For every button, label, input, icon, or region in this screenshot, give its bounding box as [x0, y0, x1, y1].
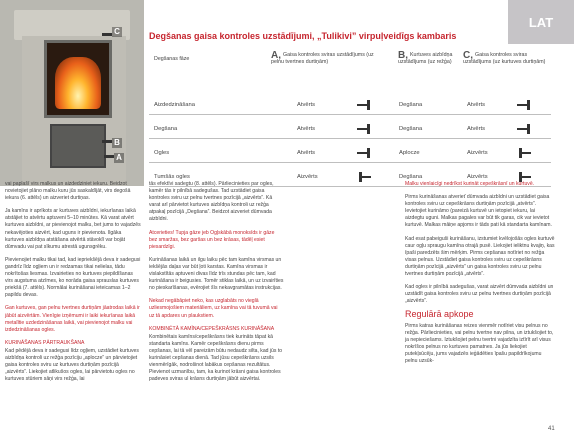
header-letter-c: C, — [463, 50, 473, 61]
paragraph: tās efektīvi sadegtu (8. attēls). Pārliecinieties par ogles, kamēr tās ir pilnībā sadegušas. Tad uzstādiet gaisa kontroles sviru uz pelnu tvertnes pozīcijā „aizvērts”. Kā varat arī pārvietot kurtuves aizbīdņa kontroli uz režģa atpakaļ pozīcijā „Degšana”. Beidzot aizveriet dūmvada aizbīdni. — [149, 181, 274, 223]
paragraph: Kad esat pabeiguši kurināšanu, izstumiet kvēlojošās ogles kurtuvē caur ogļu spraugu kamīna otrajā pusē. Liekojiet ieliktnu kvajiņ, kas īpaši paredzēts šim mērķim. Pirms cepšanas notīriet no režģa visas pelnus. Uzstādiet gaisa kontroles sviru uz cepeškrāsns durtiņām pozīcijā „aizvērts” un gaisa kontroles sviru uz pelnu tvertnes durtiņām pozīcijā „atvērts”. — [405, 235, 555, 278]
row-c-value: Aizvērts — [467, 150, 488, 156]
page-number: 41 — [548, 426, 555, 432]
table-header-c — [463, 52, 553, 66]
photo-marker-c: C — [112, 27, 122, 37]
row-a-value: Aizvērts — [297, 174, 318, 180]
warning-paragraph: Malku vienlaicīgi nedrīkst kurināt cepeškrāsnī un kurtuvē. — [405, 181, 535, 187]
header-text-a: Gaisa kontroles sviras uzstādījums (uz pelnu tvertnes durtiņām) — [271, 52, 374, 65]
lever-closed-icon — [517, 147, 532, 159]
lever-open-icon — [357, 147, 372, 159]
page-title: Degšanas gaisa kontroles uzstādījumi, „Tulikivi” virpuļveidīgs kambaris — [149, 31, 457, 41]
section-heading: Regulārā apkope — [405, 309, 474, 320]
paragraph: Ja kamīns ir aprīkots ar kurtuves aizbīdni, iekurīanas laikā atstājiet to atvērtu aptuveni 5–10 minūtes. Kā varat atvērt kurtuves aizbīdni, ar pievienojot malku, bet jums to vajadzēs nekavējoties aizvērt, kad uguns ir pievienota. Ilgāka kurtuves aizbīdņa atstāšana atvērtā stāvoklī var bojāt dūmvadu vai pat sīkumu atrestā ugunsgrēku. — [5, 208, 141, 250]
table-row — [149, 144, 551, 163]
row-a-value: Atvērts — [297, 102, 316, 108]
text-column-3 — [405, 181, 555, 371]
firebox-door — [44, 40, 112, 118]
lever-open-icon — [517, 123, 532, 135]
paragraph: Pievienojiet malku tikai tad, kad iepriekšējā deva ir sadegusi gandrīz līdz ogļiem un ir redzamas tikai nelielas, tādu nokrītošas liesmas. Izvairieties no kurtuves piepildīšanas virs augstuma atzīmes, ko norāda gaisa sprauslas kurtuves priekšā (7. attēls). Normālai kurināšanai ieteicamas 1–2 papildu devas. — [5, 256, 141, 299]
lever-closed-icon — [357, 171, 372, 183]
row-c-value: Atvērts — [467, 102, 486, 108]
paragraph: vai paplašī virs malkus un aizdedziniet iekuru. Beidzot novietojiet plāno malku kuru jūs saskaldījāt, virs degošā iekura (6. attēls) un aizveriet durtiņas. — [5, 181, 131, 202]
row-b-value: Aplocze — [399, 150, 420, 156]
row-c-value: Atvērts — [467, 126, 486, 132]
fire-flame — [55, 57, 101, 109]
language-badge: LAT — [508, 0, 574, 44]
row-b-value: Degšana — [399, 174, 423, 180]
row-b-value: Degšana — [399, 126, 423, 132]
fireplace-photo — [0, 0, 144, 186]
lever-open-icon — [357, 99, 372, 111]
row-phase: Tumšās ogles — [154, 174, 190, 180]
row-b-value: Degšana — [399, 102, 423, 108]
table-header-a — [271, 52, 381, 66]
table-row — [149, 120, 551, 139]
warning-paragraph: Atcerieties! Tupja gāze jeb Ogļskābā monoksīds ir gāze bez smaržas, bez garšas un bez krāsas, tādēļ esiet piesardzīgi. — [149, 229, 275, 250]
table-header-phase: Degšanas fāze — [154, 56, 190, 62]
row-phase: Ogles — [154, 150, 170, 156]
paragraph: Kad ogles ir pilnībā sadegušas, varat aizvērt dūmvada aizbīdni un uzstādīt gaisa kontroles sviru uz pelnu tvertnes durtiņām pozīcijā „aizvērts”. — [405, 284, 554, 305]
paragraph: Kurināšanas laikā un ilgu laiku pēc tam kamīna virsmas un iekšējās daļas var būt ļoti karstas. Kamīna virsmas ir vislakstītās aptuveni divas līdz trīs stundas pēc tam, kad kurināšana ir beigusies. Tomēr stiklas laikā, un uz izvairīties no pieskarīšanas, evērojiet šīs nekavgramātas instrukcijas. — [149, 256, 284, 292]
table-header-b — [398, 52, 460, 66]
row-a-value: Atvērts — [297, 150, 316, 156]
table-row — [149, 96, 551, 115]
lever-a-icon — [104, 155, 114, 158]
photo-marker-b: B — [112, 138, 122, 148]
paragraph: Pirms kurināšanas atverieť dūmvada aizbīdni un uzstādiet gaisa kontroles sviru uz cepeškrāsns durtiņām pozīcijā „atvērts”. Ievietojiet kurināmo (pareizā kurtuvē un ietopiet iekuru, lai aizdegtu uguni. Malkas pagales var būt tik garas, cik var ievietot kurtuvē. Malkas māiņe apjoms ir tāds pati kā standarta kamīnam. — [405, 194, 552, 229]
row-c-value: Aizvērts — [467, 174, 488, 180]
paragraph: Kombinētais kamīns/cepeškrāsns tiek kurināts tāpat kā standarta kamīns. Kamēr cepeškrāsns dienu pirms cepšanas, lai tā vēl pareizām būtu nedaudz silta, kad jūs to kurināsiet cepšanas dienā. Tad jūsu cepeškrāsns uzsils vienmērīgāk, nodrošinot labākus cepšanas rezultātus. Pievienot uzmanību, tam, ka kurinot krāsni gaisa kontroles padeves sviras ul krāsns durtiņām jābūt aizvērtai. — [149, 333, 283, 383]
row-phase: Degšana — [154, 126, 178, 132]
section-heading: KURINĀŠANAS PĀRTRAUKŠANA — [5, 339, 85, 346]
ash-pan-door — [50, 124, 106, 168]
text-column-1 — [5, 181, 142, 389]
warning-paragraph: Nekad negābāpiet neko, kas uzglabāts no vieglā uzliesmojošiem materiāliem, uz kamīna vai tā tuvumā vai uz tā apdares un plaukstiem. — [149, 298, 278, 319]
lever-open-icon — [357, 123, 372, 135]
warning-paragraph: Gan kurtuves, gan pelnu tvertnes durtiņām jāatrodas laikā ir jābūt aizvērtām. Vienīgie izņēmumi ir laiki iekurīanas laikā metalītie uzdedzināšanas laikā, vai pievienojot malku vai izdedzināšanas ogles. — [5, 305, 140, 333]
paragraph: Kad pēdējā deva ir sadegusi līdz ogļiem, uzstādiet kurtuves aizbīdņa kontroli uz režģa pozīciju „aplocze” un pārvietojiet gaisa kontroles sviru uz kurtuves durtiņām pozīcijā „aizvērts”. Liekojiet atlikušos ogles, lai pārvietotu ogles no kurtuves stūriem sāņi virs režģa, lai — [5, 347, 139, 383]
text-column-2 — [149, 181, 284, 389]
header-text-c: Gaisa kontroles sviras uzstādījums (uz kurtuves durtiņām) — [463, 52, 546, 65]
header-letter-b: B, — [398, 50, 408, 61]
paragraph: Pirms katras kurināšanas reizes vienmēr notīriet visu pelnus no režģa. Pārliecinieties, vai pelnu tvertne nav pilna, un iztukšojiet to, ja nepieciešams. Iztukšojiet pelnu tvertni vajadzīta iztīrīt arī visus nokrīšos pelnus no kurtuves pamatnes. Ja jūs liekojiet putekļsūcēju, jums vajadzēs ieģādēties īpašu papildrīkojumu pelnu uzsūk- — [405, 322, 554, 364]
lever-c-icon — [102, 33, 112, 36]
header-text-b: Kurtuves aizbīdņa uzstādījums (uz režģa) — [398, 52, 453, 65]
photo-marker-a: A — [114, 153, 124, 163]
section-heading: KOMBINĒTĀ KAMĪNA/CEPEŠKRĀSNS KURINĀŠANA — [149, 325, 275, 332]
header-letter-a: A, — [271, 50, 281, 61]
lever-open-icon — [517, 99, 532, 111]
lever-b-icon — [102, 140, 112, 143]
row-a-value: Atvērts — [297, 126, 316, 132]
row-phase: Aizdedzināšana — [154, 102, 195, 108]
